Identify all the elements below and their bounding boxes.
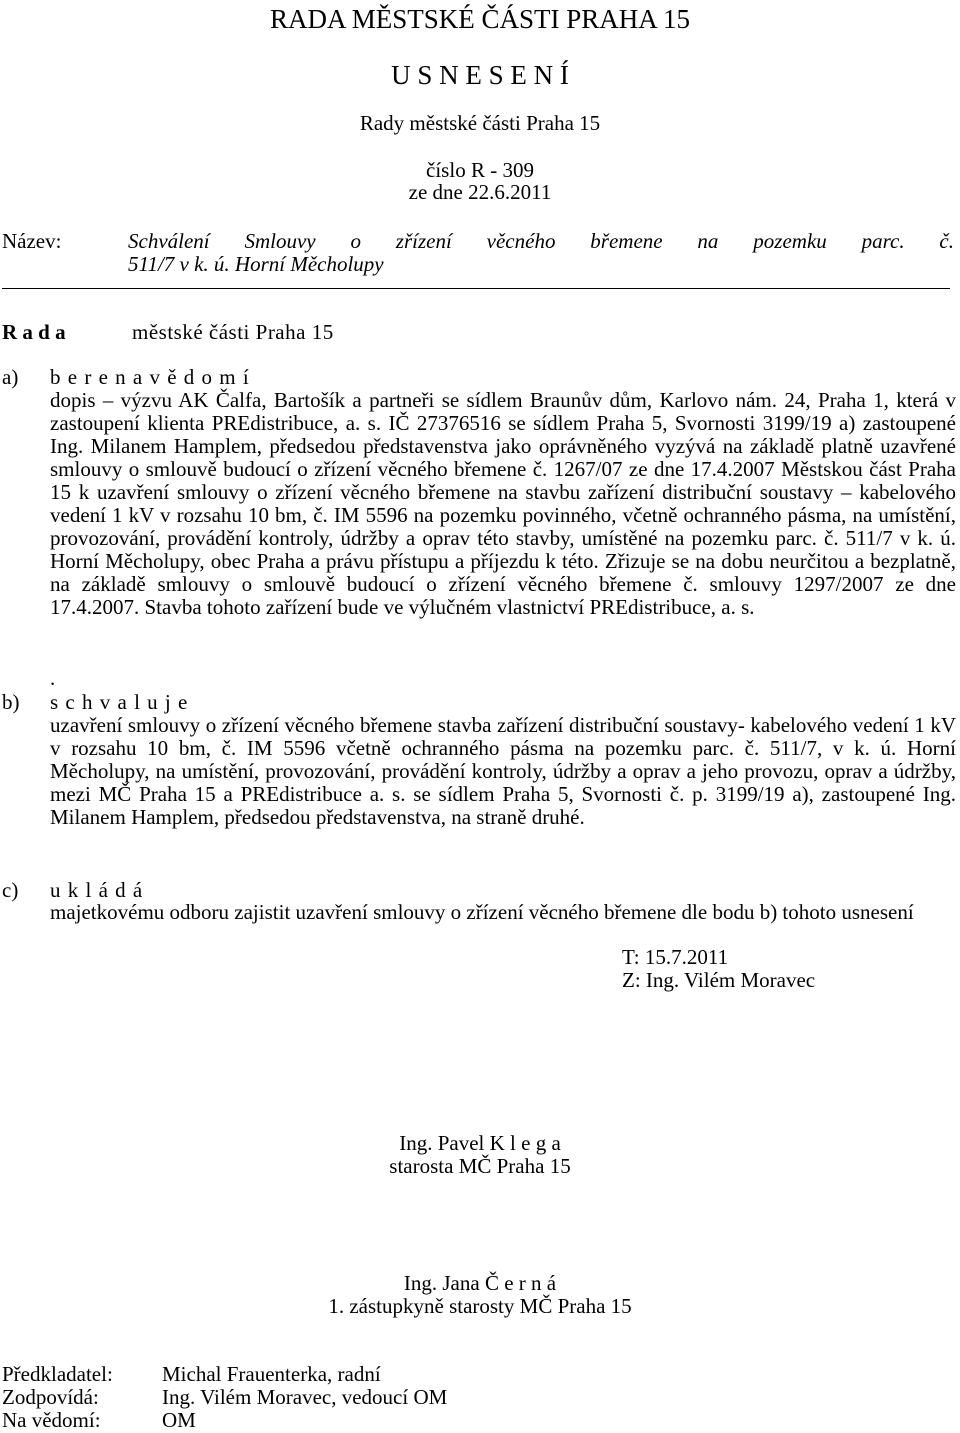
separator-line bbox=[2, 288, 950, 289]
signature-name-deputy: Ing. Jana Č e r n á bbox=[403, 1271, 557, 1295]
name-line-1: Schválení Smlouvy o zřízení věcného břemene na pozemku parc. č. bbox=[128, 229, 954, 253]
footer-value-responsible: Ing. Vilém Moravec, vedoucí OM bbox=[162, 1385, 448, 1409]
section-a-marker: a) bbox=[2, 365, 19, 389]
section-b-paragraph: uzavření smlouvy o zřízení věcného břemene stavba zařízení distribuční soustavy- kabelového vedení 1 kV v rozsahu 10 bm, č. IM 5596 včetně ochranného pásma na pozemku parc. č. 511/7, v k. ú. Horní Měcholupy, na umístění, provozování, provádění kontroly, údržby a oprav a jeho provozu, oprav a údržby, mezi MČ Praha 15 a PREdistribuce a. s. se sídlem Praha 5, Svornosti č. p. 3199/19 a), zastoupené Ing. Milanem Hamplem, předsedou představenstva, na straně druhé. bbox=[50, 713, 956, 829]
section-a-trailing: . bbox=[50, 666, 56, 690]
section-c-marker: c) bbox=[2, 878, 19, 902]
footer-label-notified: Na vědomí: bbox=[2, 1408, 101, 1432]
section-b-marker: b) bbox=[2, 690, 20, 714]
council-text: městské části Praha 15 bbox=[132, 320, 334, 344]
signature-role-deputy: 1. zástupkyně starosty MČ Praha 15 bbox=[328, 1294, 632, 1318]
signature-role-mayor: starosta MČ Praha 15 bbox=[389, 1154, 571, 1178]
document-title: RADA MĚSTSKÉ ČÁSTI PRAHA 15 bbox=[269, 4, 691, 34]
name-label: Název: bbox=[2, 229, 62, 253]
section-c-paragraph: majetkovému odboru zajistit uzavření smlouvy o zřízení věcného břemene dle bodu b) tohoto usnesení bbox=[50, 900, 914, 924]
responsible-person: Z: Ing. Vilém Moravec bbox=[622, 968, 816, 992]
signature-name-mayor: Ing. Pavel K l e g a bbox=[399, 1131, 561, 1155]
issuing-body: Rady městské části Praha 15 bbox=[359, 111, 601, 135]
footer-label-responsible: Zodpovídá: bbox=[2, 1385, 99, 1409]
footer-value-notified: OM bbox=[162, 1408, 196, 1432]
section-b-heading: s c h v a l u j e bbox=[50, 690, 189, 714]
council-label: R a d a bbox=[2, 320, 66, 344]
section-a-paragraph: dopis – výzvu AK Čalfa, Bartošík a partneři se sídlem Braunův dům, Karlovo nám. 24, Praha 1, která v zastoupení klienta PREdistribuce, a. s. IČ 27376516 se sídlem Praha 5, Svornosti 3199/19 a) zastoupené Ing. Milanem Hamplem, předsedou představenstva jako oprávněného vyzývá na základě platně uzavřené smlouvy o smlouvě budoucí o zřízení věcného břemene č. 1267/07 ze dne 17.4.2007 Městskou část Praha 15 k uzavření smlouvy o zřízení věcného břemene na stavbu zařízení distribuční soustavy – kabelového vedení 1 kV v rozsahu 10 bm, č. IM 5596 na pozemku povinného, včetně ochranného pásma, na umístění, provozování, provádění kontroly, údržby a oprav této stavby, umístěné na pozemku parc. č. 511/7 v k. ú. Horní Měcholupy, obec Praha a právu přístupu a příjezdu k této. Zřizuje se na dobu neurčitou a bezplatně, na základě smlouvy o smlouvě budoucí o zřízení věcného břemene č. smlouvy 1297/2007 ze dne 17.4.2007. Stavba tohoto zařízení bude ve výlučném vlastnictví PREdistribuce, a. s. bbox=[50, 388, 956, 619]
footer-label-submitter: Předkladatel: bbox=[2, 1362, 113, 1386]
section-a-heading: b e r e n a v ě d o m í bbox=[50, 365, 250, 389]
name-line-2: 511/7 v k. ú. Horní Měcholupy bbox=[128, 252, 384, 276]
resolution-heading: U S N E S E N Í bbox=[391, 60, 569, 90]
deadline: T: 15.7.2011 bbox=[622, 945, 729, 969]
footer-value-submitter: Michal Frauenterka, radní bbox=[162, 1362, 381, 1386]
resolution-date: ze dne 22.6.2011 bbox=[408, 180, 552, 204]
resolution-number: číslo R - 309 bbox=[426, 158, 534, 182]
section-c-heading: u k l á d á bbox=[50, 878, 144, 902]
